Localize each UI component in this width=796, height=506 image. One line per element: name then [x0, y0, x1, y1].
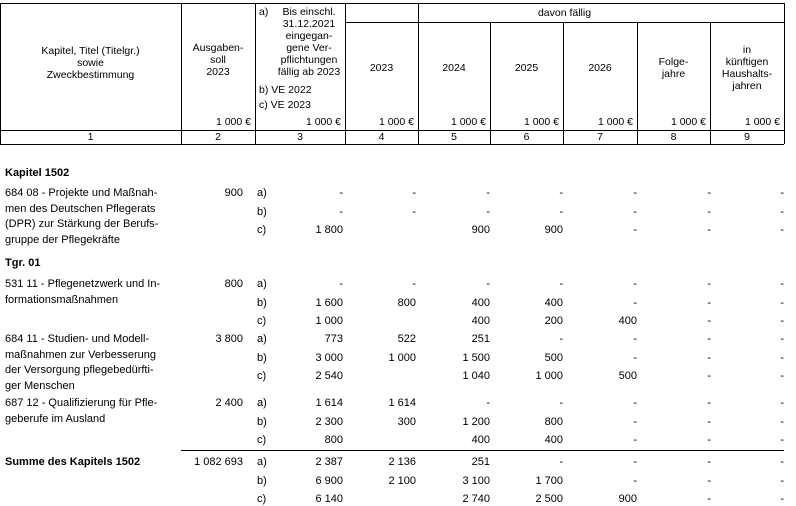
cell-value: -: [339, 205, 343, 218]
cell-value: 1 200: [462, 415, 490, 428]
year-header: 2025: [514, 62, 539, 74]
cell-value: 2 387: [315, 456, 343, 468]
row-marker: a): [257, 456, 267, 468]
cell-value: 400: [471, 315, 490, 327]
cell-value: -: [633, 474, 637, 487]
row-marker: c): [257, 493, 267, 505]
cell-value: -: [707, 278, 711, 290]
cell-value: -: [780, 205, 784, 218]
cell-value: -: [780, 351, 784, 364]
year-header: 2024: [442, 62, 466, 74]
cell-value: -: [633, 224, 637, 236]
cell-value: 900: [544, 224, 563, 236]
cell-value: -: [412, 205, 416, 218]
cell-value: -: [559, 278, 563, 290]
unit-label: 1 000 €: [670, 116, 706, 128]
cell-value: -: [559, 397, 563, 409]
kuenftig-header: [710, 44, 784, 92]
group-header: davon fällig: [537, 7, 592, 19]
unit-label: 1 000 €: [305, 116, 341, 128]
col1-header: [0, 45, 181, 81]
cell-value: -: [780, 456, 784, 468]
row-marker: b): [257, 205, 267, 218]
cell-value: -: [707, 296, 711, 309]
cell-value: 900: [471, 224, 490, 236]
cell-value: 1 500: [462, 351, 490, 364]
folge-header-line: jahre: [661, 68, 686, 80]
entry-text: 531 11 - Pflegenetzwerk und In-: [5, 278, 161, 290]
cell-value: 1 600: [315, 296, 343, 309]
cell-value: -: [707, 351, 711, 364]
cell-value: -: [633, 296, 637, 309]
column-divider: [784, 3, 785, 144]
cell-value: 1 000: [388, 351, 416, 364]
cell-value: -: [412, 187, 416, 199]
cell-value: -: [559, 205, 563, 218]
cell-value: -: [633, 333, 637, 345]
cell-value: 300: [397, 415, 416, 428]
kuenftig-header-line: in: [742, 44, 752, 56]
row-marker: c): [257, 315, 267, 327]
row-marker: a): [257, 278, 267, 290]
subheader-rule: [345, 22, 784, 23]
cell-value: 1 000: [315, 315, 343, 327]
cell-value: -: [780, 493, 784, 505]
column-number: 3: [297, 131, 303, 143]
cell-value: -: [780, 397, 784, 409]
summe-label: Summe des Kapitels 1502: [5, 456, 141, 468]
row-marker: c): [257, 224, 267, 236]
column-number: 2: [215, 131, 221, 143]
column-number: 7: [597, 131, 603, 143]
cell-value: 251: [471, 456, 490, 468]
cell-value: -: [633, 351, 637, 364]
cell-value: -: [633, 205, 637, 218]
col3-b-text: b) VE 2022: [259, 84, 312, 96]
cell-value: 3 000: [315, 351, 343, 364]
column-number: 4: [378, 131, 385, 143]
col3-a-marker: a): [259, 6, 269, 18]
row-marker: a): [257, 397, 267, 409]
folge-header-line: Folge-: [658, 56, 689, 68]
cell-value: 6 140: [315, 493, 343, 505]
cell-value: 1 614: [315, 397, 343, 409]
unit-label: 1 000 €: [378, 116, 414, 128]
col1-header-line: Zweckbestimmung: [46, 69, 135, 81]
entry-text: geberufe im Ausland: [5, 412, 106, 425]
cell-value: 400: [471, 296, 490, 309]
cell-value: -: [486, 205, 490, 218]
cell-value: -: [559, 456, 563, 468]
col3-a-line: eingegan-: [285, 30, 333, 42]
cell-value: -: [780, 333, 784, 345]
entry-text: maßnahmen zur Verbesserung: [5, 348, 157, 361]
cell-value: 800: [324, 434, 343, 446]
cell-value: -: [707, 224, 711, 236]
unit-label: 1 000 €: [215, 116, 251, 128]
cell-value: 800: [544, 415, 563, 428]
cell-value: 2 740: [462, 493, 490, 505]
cell-value: -: [486, 278, 490, 290]
cell-value: 500: [618, 370, 637, 382]
col3-a-line: pflichtungen: [280, 54, 338, 66]
cell-value: -: [707, 397, 711, 409]
cell-value: -: [707, 187, 711, 199]
cell-value: 400: [544, 434, 563, 446]
cell-value: 2 540: [315, 370, 343, 382]
cell-value: -: [780, 370, 784, 382]
cell-value: -: [633, 434, 637, 446]
cell-value: 1 000: [535, 370, 563, 382]
cell-value: 500: [544, 351, 563, 364]
cell-value: -: [780, 278, 784, 290]
cell-value: 2 136: [388, 456, 416, 468]
col2-header-line: 2023: [206, 66, 230, 78]
column-number: 6: [523, 131, 530, 143]
cell-value: -: [780, 434, 784, 446]
year-header: 2023: [369, 62, 394, 74]
entry-soll: 900: [224, 187, 243, 199]
row-marker: c): [257, 370, 267, 382]
col3-a-line: 31.12.2021: [282, 18, 336, 30]
column-number: 5: [451, 131, 457, 143]
cell-value: 2 100: [388, 474, 416, 487]
unit-label: 1 000 €: [597, 116, 633, 128]
entry-soll: 2 400: [215, 397, 243, 409]
row-marker: b): [257, 474, 267, 487]
tgr-title: Tgr. 01: [5, 257, 41, 269]
cell-value: -: [559, 187, 563, 199]
cell-value: -: [707, 205, 711, 218]
cell-value: 800: [397, 296, 416, 309]
cell-value: -: [486, 187, 490, 199]
cell-value: -: [412, 278, 416, 290]
kuenftig-header-line: Haushalts-: [721, 68, 773, 80]
year-header: 2026: [588, 62, 612, 74]
cell-value: -: [559, 333, 563, 345]
col1-header-line: sowie: [77, 57, 104, 69]
entry-text: (DPR) zur Stärkung der Berufs-: [5, 218, 159, 231]
cell-value: -: [780, 315, 784, 327]
unit-label: 1 000 €: [523, 116, 559, 128]
cell-value: -: [707, 434, 711, 446]
entry-text: formationsmaßnahmen: [5, 293, 119, 306]
table-top-border: [0, 3, 784, 4]
cell-value: 522: [397, 333, 416, 345]
cell-value: -: [633, 187, 637, 199]
col3-a-line: fällig ab 2023: [277, 66, 341, 78]
cell-value: 3 100: [462, 474, 490, 487]
cell-value: -: [707, 370, 711, 382]
cell-value: -: [707, 456, 711, 468]
cell-value: 6 900: [315, 474, 343, 487]
kapitel-title: Kapitel 1502: [5, 167, 70, 179]
folge-header: [637, 56, 710, 80]
entry-text: der Versorgung pflegebedürfti-: [5, 364, 154, 377]
row-marker: c): [257, 434, 267, 446]
cell-value: 900: [618, 493, 637, 505]
unit-label: 1 000 €: [450, 116, 486, 128]
cell-value: -: [339, 278, 343, 290]
cell-value: -: [486, 397, 490, 409]
cell-value: 1 700: [535, 474, 563, 487]
cell-value: 1 614: [388, 397, 416, 409]
entry-text: men des Deutschen Pflegerats: [5, 202, 156, 215]
col3-a-text: [274, 6, 344, 78]
cell-value: -: [780, 415, 784, 428]
cell-value: 2 300: [315, 415, 343, 428]
summe-soll: 1 082 693: [194, 456, 243, 468]
row-marker: b): [257, 296, 267, 309]
row-marker: b): [257, 351, 267, 364]
col1-header-line: Kapitel, Titel (Titelgr.): [41, 45, 140, 57]
col3-c-text: c) VE 2023: [259, 99, 311, 111]
entry-text: gruppe der Pflegekräfte: [5, 234, 120, 247]
cell-value: -: [339, 187, 343, 199]
cell-value: 400: [544, 296, 563, 309]
cell-value: 1 800: [315, 224, 343, 236]
kuenftig-header-line: jahren: [732, 80, 762, 92]
cell-value: -: [633, 456, 637, 468]
cell-value: -: [780, 187, 784, 199]
kuenftig-header-line: künftigen: [725, 56, 769, 68]
entry-text: 687 12 - Qualifizierung für Pfle-: [5, 397, 158, 409]
cell-value: -: [707, 333, 711, 345]
cell-value: 200: [544, 315, 563, 327]
cell-value: -: [780, 296, 784, 309]
cell-value: 2 500: [535, 493, 563, 505]
row-marker: a): [257, 187, 267, 199]
column-number: 1: [87, 131, 94, 143]
cell-value: -: [780, 224, 784, 236]
cell-value: -: [633, 415, 637, 428]
cell-value: -: [707, 474, 711, 487]
entry-soll: 800: [224, 278, 243, 290]
col2-header: [181, 42, 255, 78]
col3-a-line: gene Ver-: [286, 42, 332, 54]
cell-value: 773: [324, 333, 343, 345]
entry-soll: 3 800: [215, 333, 243, 345]
number-row-rule: [0, 144, 784, 145]
row-marker: a): [257, 333, 267, 345]
cell-value: -: [780, 474, 784, 487]
cell-value: -: [707, 315, 711, 327]
row-marker: b): [257, 415, 267, 428]
unit-label: 1 000 €: [744, 116, 780, 128]
entry-text: 684 08 - Projekte und Maßnah-: [5, 187, 158, 199]
col3-a-line: Bis einschl.: [282, 6, 336, 18]
entry-text: ger Menschen: [5, 380, 75, 393]
cell-value: 400: [471, 434, 490, 446]
column-number: 9: [744, 131, 750, 143]
cell-value: -: [633, 397, 637, 409]
summe-rule: [181, 450, 784, 451]
cell-value: 1 040: [462, 370, 490, 382]
cell-value: -: [707, 493, 711, 505]
cell-value: -: [707, 415, 711, 428]
cell-value: 400: [618, 315, 637, 327]
col2-header-line: soll: [210, 54, 226, 66]
entry-text: 684 11 - Studien- und Modell-: [5, 333, 150, 345]
col2-header-line: Ausgaben-: [192, 42, 244, 54]
column-number: 8: [670, 131, 677, 143]
cell-value: 251: [471, 333, 490, 345]
cell-value: -: [633, 278, 637, 290]
